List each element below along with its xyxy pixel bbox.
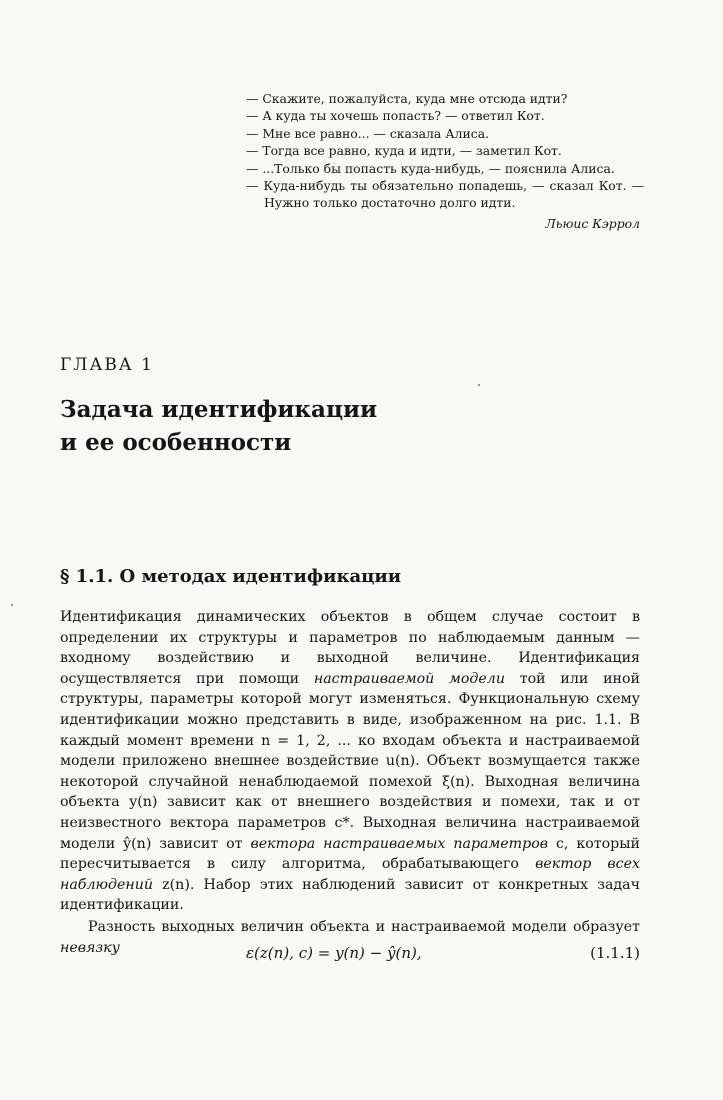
- body-text: [60, 607, 640, 958]
- chapter-title: [60, 393, 377, 459]
- epigraph-author: Льюис Кэррол: [545, 215, 640, 231]
- emphasis-term: настраиваемой модели: [313, 670, 505, 687]
- equation-formula: ε(z(n), c) = y(n) − ŷ(n),: [246, 944, 422, 962]
- text-run: Идентификация динамических объектов в общем случае состоит в определении их структуры и параметров по наблюдаемым данным — входному воздействию и выходной величине. Идентификация осуществляется при помощи: [60, 609, 640, 687]
- chapter-title-line: Задача идентификации: [60, 396, 378, 423]
- equation-number: (1.1.1): [590, 944, 640, 962]
- section-title: § 1.1. О методах идентификации: [60, 566, 402, 587]
- paragraph: [60, 607, 640, 916]
- scan-speck: [11, 604, 13, 606]
- scan-speck: [478, 384, 480, 386]
- emphasis-term: невязку: [60, 939, 120, 956]
- epigraph-line: — Тогда все равно, куда и идти, — заметил Кот.: [246, 143, 562, 159]
- text-run: c, который пересчитывается в силу алгоритма, обрабатывающего: [60, 835, 641, 873]
- chapter-label: ГЛАВА 1: [60, 355, 154, 375]
- emphasis-term: вектора настраиваемых параметров: [250, 835, 549, 852]
- emphasis-term: вектор всех наблюдений: [60, 856, 640, 893]
- epigraph-line: — Скажите, пожалуйста, куда мне отсюда идти?: [246, 91, 568, 106]
- epigraph: [246, 90, 644, 232]
- text-run: той или иной структуры, параметры которой могут изменяться. Функциональную схему идентификации можно представить в виде, изображенном на рис. 1.1. В каждый момент времени n = 1, 2, ... ко входам объекта и настраиваемой модели приложено внешнее воздействие u(n). Объект возмущается также некоторой случайной ненаблюдаемой помехой ξ(n). Выходная величина объекта y(n) зависит как от внешнего воздействия и помехи, так и от неизвестного вектора параметров c*. Выходная величина настраиваемой модели ŷ(n) зависит от: [60, 670, 640, 852]
- equation: [60, 944, 640, 966]
- text-run: Разность выходных величин объекта и настраиваемой модели образует: [88, 918, 640, 935]
- epigraph-line: — Мне все равно... — сказала Алиса.: [246, 125, 490, 141]
- text-run: z(n). Набор этих наблюдений зависит от конкретных задач идентификации.: [60, 876, 640, 914]
- epigraph-line: — ...Только бы попасть куда-нибудь, — пояснила Алиса.: [246, 160, 615, 176]
- chapter-title-line: и ее особенности: [60, 429, 292, 456]
- epigraph-line: — А куда ты хочешь попасть? — ответил Кот.: [246, 108, 545, 124]
- epigraph-line: — Куда-нибудь ты обязательно попадешь, — сказал Кот. — Нужно только достаточно долго идти.: [246, 178, 644, 211]
